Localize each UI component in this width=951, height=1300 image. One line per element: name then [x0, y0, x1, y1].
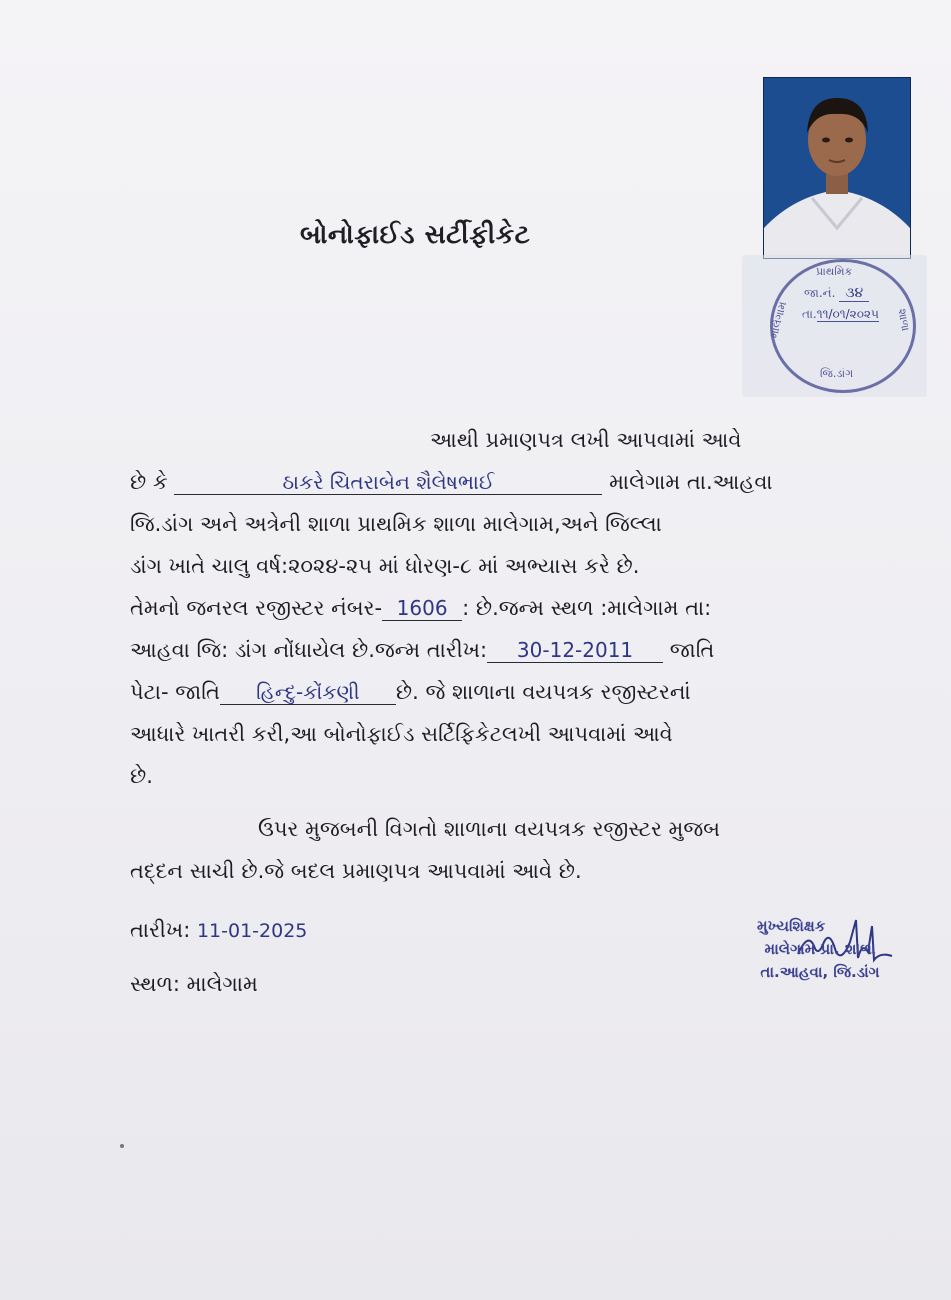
body-line-9: છે. [130, 764, 153, 788]
body-line-5: તેમનો જનરલ રજીસ્ટર નંબર- 1606 : છે.જન્મ સ્થળ :માલેગામ તા: [130, 596, 712, 620]
body-line-6: આહવા જિ: ડાંગ નોંધાયેલ છે.જન્મ તારીખ: 30-12-2011 જાતિ [130, 638, 715, 662]
body-line-2: છે કે ઠાકરે ચિતરાબેન શૈલેષભાઈ માલેગામ તા.આહવા [130, 470, 773, 494]
stamp-date: તા.૧૧/૦૧/૨૦૨૫ [802, 307, 879, 321]
certificate-title: બોનોફાઈડ સર્ટીફીકેટ [300, 220, 531, 250]
stamp-number: જા.નં. ૩૪ [804, 285, 869, 301]
dob-field: 30-12-2011 [487, 638, 663, 663]
stamp-bottom: જિ.ડાંગ [820, 367, 854, 380]
register-number-field: 1606 [382, 596, 462, 621]
date-value: 11-01-2025 [196, 920, 308, 942]
school-stamp [742, 255, 927, 397]
body-line-4: ડાંગ ખાતે ચાલુ વર્ષ:૨૦૨૪-૨૫ માં ધોરણ-૮ માં અભ્યાસ કરે છે. [130, 554, 640, 578]
signature-school: માલેગામ પ્રા. શાળા [764, 940, 876, 958]
date-line: તારીખ: 11-01-2025 [130, 918, 308, 942]
body-line-1: આથી પ્રમાણપત્ર લખી આપવામાં આવે [430, 428, 742, 452]
student-name-field: ઠાકરે ચિતરાબેન શૈલેષભાઈ [174, 470, 602, 495]
body-line-8: આધારે ખાતરી કરી,આ બોનોફાઈડ સર્ટિફિકેટલખી આપવામાં આવે [130, 722, 673, 746]
signature-address: તા.આહવા, જિ.ડાંગ [760, 963, 880, 981]
paper-speck [120, 1144, 124, 1148]
stamp-ring-left: માલેગામ [767, 300, 790, 340]
caste-field: હિન્દુ-કોંકણી [220, 680, 396, 705]
para2-line-1: ઉપર મુજબની વિગતો શાળાના વયપત્રક રજીસ્ટર મુજબ [258, 817, 721, 841]
stamp-ring-right: શાળા [895, 307, 913, 333]
signature-title: મુખ્યશિક્ષક [757, 917, 826, 935]
para2-line-2: તદ્દન સાચી છે.જે બદલ પ્રમાણપત્ર આપવામાં આવે છે. [130, 859, 582, 883]
place-line: સ્થળ: માલેગામ [130, 972, 258, 996]
stamp-ring-top: પ્રાથમિક [816, 265, 853, 278]
student-photo [763, 77, 911, 259]
body-line-7: પેટા- જાતિ હિન્દુ-કોંકણી છે. જે શાળાના વયપત્રક રજીસ્ટરનાં [130, 680, 691, 704]
headmaster-block [735, 915, 905, 984]
body-line-3: જિ.ડાંગ અને અત્રેની શાળા પ્રાથમિક શાળા માલેગામ,અને જિલ્લા [130, 512, 662, 536]
